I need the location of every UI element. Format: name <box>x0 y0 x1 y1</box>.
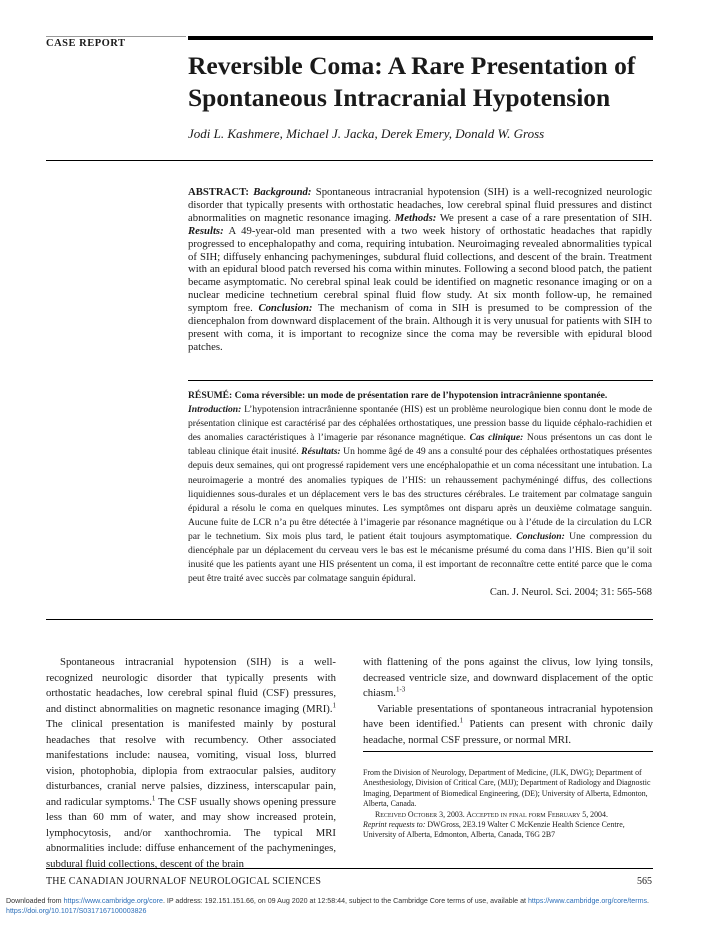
download-text: Downloaded from <box>6 897 64 905</box>
methods-label: Methods: <box>394 211 437 224</box>
abstract-label: ABSTRACT: <box>188 186 249 198</box>
reference-mark: 1 <box>459 716 464 725</box>
body-text: Patients can present with chronic daily headache, normal CSF pressure, or normal MRI. <box>363 718 653 746</box>
abstract-english <box>188 186 652 354</box>
background-label: Background: <box>253 186 312 198</box>
authors: Jodi L. Kashmere, Michael J. Jacka, Derek Emery, Donald W. Gross <box>188 126 545 141</box>
cambridge-core-link[interactable]: https://www.cambridge.org/core <box>63 897 163 905</box>
affiliation-from: From the Division of Neurology, Department of Medicine, (JLK, DWG); Department of Anesthesiology, Division of Critical Care, (MJJ); Department of Radiology and Diagnostic Imaging, Department of Biomedical Engineering, (DE); University of Alberta, Edmonton, Alberta, Canada. <box>363 768 651 809</box>
body-text: The clinical presentation is manifested mainly by postural headaches that resolve with recumbency. Other associated manifestations include: nausea, vomiting, visual loss, blurred vision, photophobia, diplopia from extraocular palsies, auditory disturbances, cranial nerve palsies, dizziness, interscapular pain, and radicular symptoms. <box>46 718 336 808</box>
abstract-rule-en <box>188 380 653 381</box>
background-text: Spontaneous intracranial hypotension (SIH) is a well-recognized neurologic disorder that typically presents with orthostatic headaches, low cerebral spinal fluid pressures and distinct abnormalities on magnetic resonance imaging. <box>188 186 653 224</box>
body-text: Spontaneous intracranial hypotension (SIH) is a well-recognized neurologic disorder that typically presents with orthostatic headaches, low cerebral spinal fluid (CSF) pressures, and distinct abnormalities on magnetic resonance imaging (MRI). <box>46 656 336 715</box>
download-text: . IP address: 192.151.151.66, on 09 Aug 2020 at 12:58:44, subject to the Cambridge Core terms of use, available at <box>162 897 528 905</box>
intro-label: Introduction: <box>188 404 242 416</box>
footer-journal-name: THE CANADIAN JOURNALOF NEUROLOGICAL SCIENCES <box>46 876 322 887</box>
body-text: The CSF usually shows opening pressure less than 60 mm of water, and may show increased protein, lymphocytosis, and/or xanthochromia. The typical MRI abnormalities include: diffuse enhancement of the pachymeninges, subdural fluid collections, descent of the brain <box>46 795 336 870</box>
download-notice <box>6 896 716 916</box>
resultats-text: Un homme âgé de 49 ans a consulté pour des céphalées orthostatiques présentes depuis deux semaines, qui ont progressé rapidement vers une encéphalopathie et un coma nécessitant une intubation. La neuroimagerie a montré des anomalies typiques de l’HIS: un rehaussement pachyméningé diffus, des collections liquidiennes sous-durales et un déplacement vers le bas des structures cérébrales. Le traitement par colmatage sanguin épidural a résolu le coma en quelques minutes. Les symptômes ont disparu après un deuxième colmatage sanguin. Aucune fuite de LCR n’a pu être détectée à l’imagerie par résonance magnétique ou à l’étude de la circulation du LCR par le technetium. Six mois plus tard, le patient était toujours asymptomatique. <box>188 446 652 542</box>
article-title: Reversible Coma: A Rare Presentation of Spontaneous Intracranial Hypotension <box>188 51 636 112</box>
page-number: 565 <box>637 876 652 887</box>
section-label: CASE REPORT <box>46 38 126 49</box>
body-text: Variable presentations of spontaneous intracranial hypotension have been identified. <box>363 702 653 730</box>
header-rule <box>46 160 653 161</box>
body-paragraph <box>46 655 336 872</box>
doi-link[interactable]: https://doi.org/10.1017/S0317167100003826 <box>6 907 147 915</box>
resultats-label: Résultats: <box>301 446 341 458</box>
download-text: . <box>647 897 650 905</box>
body-column-left <box>46 655 336 872</box>
reprint-label: Reprint requests to: <box>363 820 426 830</box>
abstract-french <box>188 389 652 586</box>
conclusion-fr-text: Une compression du diencéphale par un déplacement du cerveau vers le bas est le mécanisme présumé du coma dans l’HIS. Bien qu’il soit inusité que les patients ayant une HIS présentent un coma, il est important de reconnaître cette entité parce que le coma peut être traité avec succès par colmatage sanguin épidural. <box>188 530 652 585</box>
cas-label: Cas clinique: <box>469 432 524 444</box>
terms-link[interactable]: https://www.cambridge.org/core/terms <box>527 897 648 905</box>
resume-heading: RÉSUMÉ: Coma réversible: un mode de présentation rare de l’hypotension intracrânienne spontanée. <box>188 390 608 401</box>
conclusion-label: Conclusion: <box>258 302 313 315</box>
reference-mark: 1-3 <box>395 685 406 694</box>
top-thick-rule <box>188 36 653 40</box>
body-paragraph <box>363 702 653 749</box>
body-text: with flattening of the pons against the clivus, low lying tonsils, decreased ventricle size, and downward displacement of the optic chiasm. <box>363 656 653 699</box>
top-thin-rule <box>46 36 186 37</box>
reference-mark: 1 <box>151 793 156 802</box>
body-paragraph <box>363 655 653 702</box>
citation: Can. J. Neurol. Sci. 2004; 31: 565-568 <box>489 587 652 598</box>
cas-text: Nous présentons un cas dont le tableau clinique était inusité. <box>188 432 652 458</box>
affiliation-note <box>363 768 653 841</box>
methods-text: We present a case of a rare presentation of SIH. <box>439 211 653 224</box>
reprint-address: DWGross, 2E3.19 Walter C McKenzie Health Science Centre, University of Alberta, Edmonton, Alberta, Canada, T6G 2B7 <box>363 820 625 840</box>
body-column-right <box>363 655 653 748</box>
results-text: A 49-year-old man presented with a two week history of orthostatic headaches that rapidly progressed to encephalopathy and coma, requiring intubation. Neuroimaging revealed abnormalities typical of SIH; diffusely enhancing pachymeninges, subdural fluid collections, and descent of the brain. Treatment with an epidural blood patch reversed his coma within minutes. Following a second blood patch, the patient became asymptomatic. No cerebral spinal leak could be identified on magnetic resonance imaging or on a nuclear medicine technetium cerebral spinal fluid flow study. At six month follow-up, he remained symptom free. <box>188 224 652 315</box>
conclusion-fr-label: Conclusion: <box>516 530 565 542</box>
affiliation-rule <box>363 751 653 752</box>
received-dates: Received October 3, 2003. Accepted in final form February 5, 2004. <box>375 809 608 819</box>
reference-mark: 1 <box>332 700 336 709</box>
conclusion-text: The mechanism of coma in SIH is presumed to be compression of the diencephalon from downward displacement of the brain. Although it is very unusual for patients with SIH to present with coma, it is important to recognize since the coma may be reversible with epidural blood patches. <box>188 302 653 353</box>
abstract-rule-bottom <box>46 619 653 620</box>
results-label: Results: <box>188 224 224 237</box>
intro-text: L’hypotension intracrânienne spontanée (HIS) est un problème neurologique bien connu dont le mode de présentation clinique est caractérisé par des céphalées orthostatiques, une pression basse du liquide céphalo-rachidien et des anomalies caractéristiques à l’imagerie par résonance magnétique. <box>188 404 652 444</box>
reprint-requests <box>363 820 653 841</box>
